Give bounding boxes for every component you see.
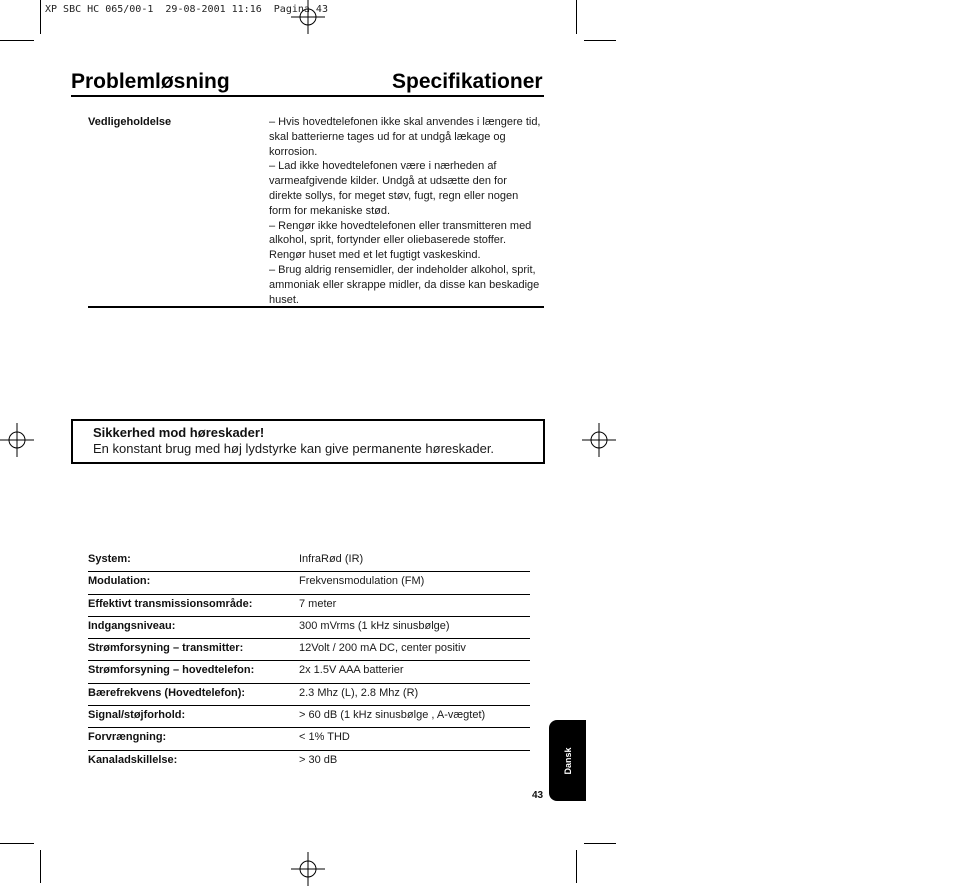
language-tab-label: Dansk [562,746,573,775]
specifications-table [88,550,530,773]
spec-label: Strømforsyning – hovedtelefon: [88,664,255,677]
crop-mark [576,0,577,34]
table-row [88,550,530,572]
maintenance-paragraph: – Brug aldrig rensemidler, der indeholder alkohol, sprit, ammoniak eller skrappe midler, da disse kan beskadige huset. [269,263,540,306]
table-row [88,751,530,773]
maintenance-label: Vedligeholdelse [88,116,172,128]
table-row [88,617,530,639]
spec-value: InfraRød (IR) [299,553,364,565]
warning-text: En konstant brug med høj lydstyrke kan give permanente høreskader. [93,441,495,456]
maintenance-text [269,115,541,307]
spec-value: > 30 dB [299,753,338,766]
hearing-safety-warning-box [71,419,545,464]
spec-value: 300 mVrms (1 kHz sinusbølge) [299,619,450,632]
spec-value: < 1% THD [299,731,350,744]
crop-mark [40,0,41,34]
spec-label: Modulation: [88,575,151,588]
spec-label: Effektivt transmissionsområde: [88,597,253,610]
maintenance-paragraph: – Lad ikke hovedtelefonen være i nærheden af varmeafgivende kilder. Undgå at udsætte den for direkte sollys, for meget støv, fugt, regn eller nogen form for mekaniske stød. [269,160,519,217]
crop-mark [576,850,577,883]
spec-label: Indgangsniveau: [88,619,176,632]
title-rule [71,95,544,97]
registration-mark-icon [582,423,616,457]
language-tab [549,720,586,801]
crop-mark [0,40,34,41]
print-header-line: XP SBC HC 065/00-1 29-08-2001 11:16 Pagina 43 [45,4,328,15]
table-row [88,706,530,728]
crop-mark [584,40,616,41]
maintenance-paragraph: – Rengør ikke hovedtelefonen eller transmitteren med alkohol, sprit, fortynder eller oliebaserede stoffer. Rengør huset med et let fugtigt vaskeskind. [269,219,532,262]
crop-mark [584,843,616,844]
spec-label: Bærefrekvens (Hovedtelefon): [88,686,246,699]
section-title-troubleshooting: Problemløsning [71,70,230,93]
table-row [88,595,530,617]
table-row [88,639,530,661]
spec-value: 2x 1.5V AAA batterier [299,664,404,677]
table-row [88,728,530,750]
maintenance-paragraph: – Hvis hovedtelefonen ikke skal anvendes i længere tid, skal batterierne tages ud for at undgå lækage og korrosion. [269,116,541,158]
section-title-specifications: Specifikationer [392,70,543,93]
table-row [88,572,530,594]
spec-value: 2.3 Mhz (L), 2.8 Mhz (R) [299,686,419,699]
spec-label: Strømforsyning – transmitter: [88,642,244,655]
page-number: 43 [532,790,544,801]
maintenance-rule [88,306,544,308]
crop-mark [40,850,41,883]
registration-mark-icon [0,423,34,457]
spec-label: Forvrængning: [88,731,167,744]
table-row [88,684,530,706]
spec-label: Signal/støjforhold: [88,709,186,722]
spec-value: Frekvensmodulation (FM) [299,575,425,588]
crop-mark [0,843,34,844]
registration-mark-icon [291,852,325,886]
spec-value: > 60 dB (1 kHz sinusbølge , A-vægtet) [299,709,486,722]
spec-value: 7 meter [299,597,337,610]
table-row [88,661,530,683]
spec-label: System: [88,553,131,565]
spec-label: Kanaladskillelse: [88,753,178,766]
spec-value: 12Volt / 200 mA DC, center positiv [299,642,466,655]
warning-title: Sikkerhed mod høreskader! [93,425,265,440]
